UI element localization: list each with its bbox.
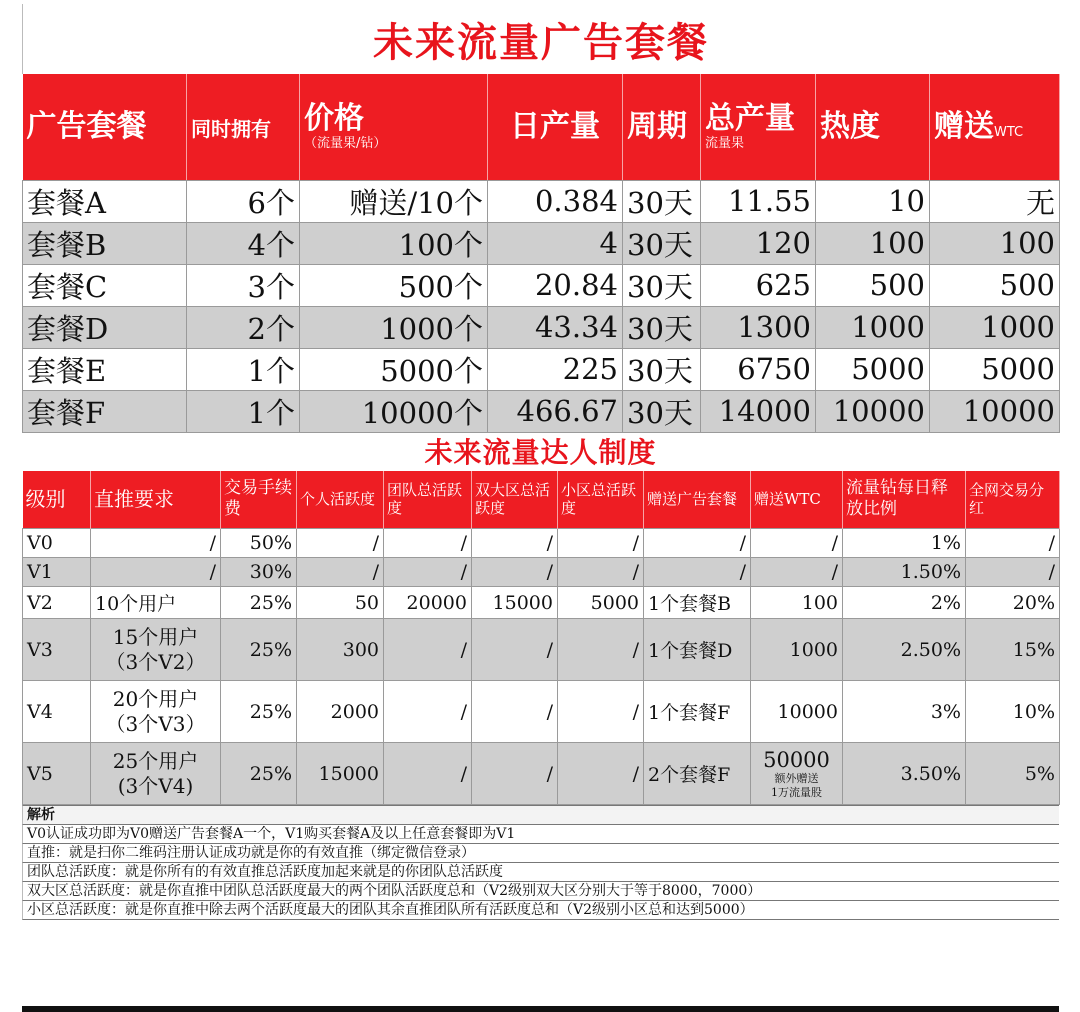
cell-concurrent: 2个 (187, 306, 300, 348)
level-header-row (23, 471, 1060, 529)
cell-team: / (384, 681, 472, 743)
cell-gift: 100 (930, 222, 1060, 264)
cell-direct: 15个用户 （3个V2） (91, 619, 221, 681)
cell-daily: 225 (488, 348, 623, 390)
cell-gift: 500 (930, 264, 1060, 306)
cell-gift: 5000 (930, 348, 1060, 390)
cell-name: 套餐E (23, 348, 187, 390)
cell-heat: 5000 (816, 348, 930, 390)
table-row (23, 264, 1060, 306)
table-row (23, 743, 1060, 805)
cell-price: 5000个 (300, 348, 488, 390)
cell-release: 1% (843, 529, 966, 558)
cell-concurrent: 6个 (187, 180, 300, 222)
col-header-personal: 个人活跃度 (297, 471, 384, 529)
col-header-small-zone: 小区总活跃度 (558, 471, 644, 529)
cell-small-zone: / (558, 681, 644, 743)
cell-personal: 300 (297, 619, 384, 681)
package-table (22, 74, 1060, 433)
notes-heading: 解析 (22, 805, 1059, 825)
cell-team: 20000 (384, 587, 472, 619)
cell-direct: / (91, 558, 221, 587)
col-header-team: 团队总活跃度 (384, 471, 472, 529)
cell-fee: 25% (221, 681, 297, 743)
cell-fee: 30% (221, 558, 297, 587)
cell-total: 11.55 (701, 180, 816, 222)
cell-gift: 1000 (930, 306, 1060, 348)
cell-total: 120 (701, 222, 816, 264)
col-header-fee: 交易手续费 (221, 471, 297, 529)
cell-personal: / (297, 558, 384, 587)
cell-dividend: 15% (966, 619, 1060, 681)
cell-price: 赠送/10个 (300, 180, 488, 222)
cell-gift-package: / (644, 529, 751, 558)
cell-direct: / (91, 529, 221, 558)
cell-big-zone: 15000 (472, 587, 558, 619)
cell-price: 100个 (300, 222, 488, 264)
cell-small-zone: / (558, 619, 644, 681)
level-table (22, 471, 1060, 806)
cell-release: 3.50% (843, 743, 966, 805)
cell-daily: 43.34 (488, 306, 623, 348)
cell-name: 套餐C (23, 264, 187, 306)
cell-gift-wtc: 1000 (751, 619, 843, 681)
cell-level: V4 (23, 681, 91, 743)
cell-daily: 20.84 (488, 264, 623, 306)
cell-heat: 1000 (816, 306, 930, 348)
col-header-gift-package: 赠送广告套餐 (644, 471, 751, 529)
col-header-daily: 日产量 (488, 74, 623, 180)
cell-big-zone: / (472, 529, 558, 558)
cell-price: 10000个 (300, 390, 488, 432)
table-row (23, 558, 1060, 587)
table-row (23, 180, 1060, 222)
cell-gift: 无 (930, 180, 1060, 222)
cell-direct: 10个用户 (91, 587, 221, 619)
cell-daily: 0.384 (488, 180, 623, 222)
cell-price: 500个 (300, 264, 488, 306)
cell-small-zone: / (558, 743, 644, 805)
cell-heat: 10 (816, 180, 930, 222)
cell-level: V5 (23, 743, 91, 805)
cell-heat: 100 (816, 222, 930, 264)
cell-heat: 500 (816, 264, 930, 306)
cell-total: 625 (701, 264, 816, 306)
col-header-concurrent: 同时拥有 (187, 74, 300, 180)
cell-direct: 25个用户 (3个V4) (91, 743, 221, 805)
col-header-level: 级别 (23, 471, 91, 529)
table-row (23, 222, 1060, 264)
col-header-period: 周期 (623, 74, 701, 180)
cell-team: / (384, 558, 472, 587)
cell-period: 30天 (623, 222, 701, 264)
table-row (23, 587, 1060, 619)
cell-period: 30天 (623, 264, 701, 306)
note-line: V0认证成功即为V0赠送广告套餐A一个，V1购买套餐A及以上任意套餐即为V1 (22, 825, 1059, 844)
cell-fee: 25% (221, 619, 297, 681)
cell-period: 30天 (623, 348, 701, 390)
note-line: 直推：就是扫你二维码注册认证成功就是你的有效直推（绑定微信登录） (22, 844, 1059, 863)
cell-period: 30天 (623, 390, 701, 432)
cell-gift-wtc: / (751, 529, 843, 558)
note-line: 团队总活跃度：就是你所有的有效直推总活跃度加起来就是的你团队总活跃度 (22, 863, 1059, 882)
cell-personal: / (297, 529, 384, 558)
cell-concurrent: 1个 (187, 348, 300, 390)
table-row (23, 390, 1060, 432)
package-header-row (23, 74, 1060, 180)
table-row (23, 681, 1060, 743)
cell-dividend: / (966, 558, 1060, 587)
col-header-heat: 热度 (816, 74, 930, 180)
cell-name: 套餐A (23, 180, 187, 222)
cell-gift: 10000 (930, 390, 1060, 432)
cell-total: 6750 (701, 348, 816, 390)
cell-level: V3 (23, 619, 91, 681)
col-header-gift-wtc: 赠送WTC (751, 471, 843, 529)
cell-total: 14000 (701, 390, 816, 432)
cell-dividend: 10% (966, 681, 1060, 743)
cell-gift-package: 1个套餐F (644, 681, 751, 743)
cell-gift-wtc: 100 (751, 587, 843, 619)
cell-gift-package: 1个套餐B (644, 587, 751, 619)
cell-total: 1300 (701, 306, 816, 348)
pricing-sheet (22, 4, 1059, 920)
cell-price: 1000个 (300, 306, 488, 348)
cell-heat: 10000 (816, 390, 930, 432)
cell-team: / (384, 743, 472, 805)
cell-dividend: / (966, 529, 1060, 558)
cell-big-zone: / (472, 681, 558, 743)
section-title-levels: 未来流量达人制度 (424, 435, 657, 469)
cell-small-zone: / (558, 529, 644, 558)
col-header-direct: 直推要求 (91, 471, 221, 529)
cell-gift-wtc: 10000 (751, 681, 843, 743)
cell-gift-package: 2个套餐F (644, 743, 751, 805)
table-row (23, 348, 1060, 390)
table-row (23, 306, 1060, 348)
cell-level: V1 (23, 558, 91, 587)
table-row (23, 619, 1060, 681)
cell-gift-package: / (644, 558, 751, 587)
cell-daily: 466.67 (488, 390, 623, 432)
cell-big-zone: / (472, 619, 558, 681)
page-title: 未来流量广告套餐 (22, 4, 1059, 74)
cell-fee: 25% (221, 587, 297, 619)
cell-dividend: 20% (966, 587, 1060, 619)
cell-release: 1.50% (843, 558, 966, 587)
cell-fee: 25% (221, 743, 297, 805)
notes-section (22, 805, 1059, 920)
note-line: 双大区总活跃度：就是你直推中团队总活跃度最大的两个团队活跃度总和（V2级别双大区分别大于等于8000，7000） (22, 882, 1059, 901)
cell-release: 2% (843, 587, 966, 619)
cell-small-zone: 5000 (558, 587, 644, 619)
cell-personal: 15000 (297, 743, 384, 805)
cell-dividend: 5% (966, 743, 1060, 805)
cell-period: 30天 (623, 180, 701, 222)
cell-personal: 2000 (297, 681, 384, 743)
col-header-package: 广告套餐 (23, 74, 187, 180)
cell-name: 套餐D (23, 306, 187, 348)
cell-small-zone: / (558, 558, 644, 587)
cell-name: 套餐F (23, 390, 187, 432)
cell-name: 套餐B (23, 222, 187, 264)
col-header-gift: 赠送WTC (930, 74, 1060, 180)
bottom-divider (22, 1006, 1059, 1012)
cell-level: V0 (23, 529, 91, 558)
col-header-big-zone: 双大区总活跃度 (472, 471, 558, 529)
cell-direct: 20个用户 （3个V3） (91, 681, 221, 743)
cell-gift-package: 1个套餐D (644, 619, 751, 681)
col-header-release: 流量钻每日释放比例 (843, 471, 966, 529)
cell-concurrent: 1个 (187, 390, 300, 432)
cell-concurrent: 4个 (187, 222, 300, 264)
cell-team: / (384, 529, 472, 558)
col-header-total: 总产量 流量果 (701, 74, 816, 180)
cell-level: V2 (23, 587, 91, 619)
cell-daily: 4 (488, 222, 623, 264)
cell-gift-wtc: / (751, 558, 843, 587)
cell-concurrent: 3个 (187, 264, 300, 306)
note-line: 小区总活跃度：就是你直推中除去两个活跃度最大的团队其余直推团队所有活跃度总和（V2级别小区总和达到5000） (22, 901, 1059, 920)
cell-personal: 50 (297, 587, 384, 619)
cell-team: / (384, 619, 472, 681)
cell-gift-wtc: 50000 额外赠送 1万流量股 (751, 743, 843, 805)
cell-big-zone: / (472, 558, 558, 587)
col-header-price: 价格 （流量果/钻） (300, 74, 488, 180)
table-row (23, 529, 1060, 558)
cell-release: 3% (843, 681, 966, 743)
col-header-dividend: 全网交易分红 (966, 471, 1060, 529)
cell-fee: 50% (221, 529, 297, 558)
cell-period: 30天 (623, 306, 701, 348)
cell-big-zone: / (472, 743, 558, 805)
cell-release: 2.50% (843, 619, 966, 681)
